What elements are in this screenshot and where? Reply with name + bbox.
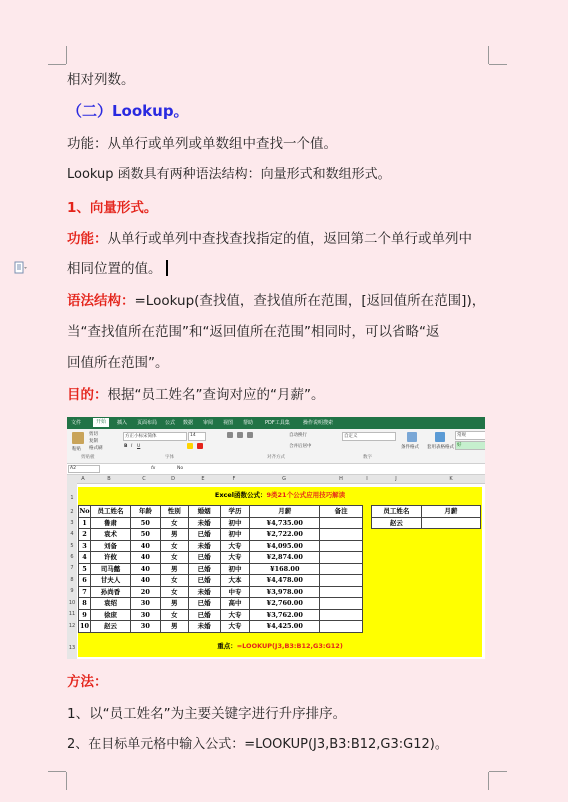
table-cell[interactable]: [320, 586, 363, 598]
table-cell[interactable]: 婚姻: [188, 506, 220, 518]
row-headers: [67, 483, 77, 659]
font-size-select[interactable]: 14: [188, 432, 206, 441]
ribbon-tab-bar: [67, 417, 485, 429]
table-cell[interactable]: 大专: [220, 540, 250, 552]
row-header[interactable]: 8: [70, 577, 74, 583]
table-row: [79, 517, 363, 529]
table-cell[interactable]: 男: [160, 529, 188, 541]
font-color-icon[interactable]: [197, 443, 203, 449]
table-cell[interactable]: 40: [130, 563, 160, 575]
cut-button[interactable]: 剪切: [89, 432, 98, 437]
table-cell[interactable]: ¥168.00: [250, 563, 320, 575]
table-cell[interactable]: ¥2,874.00: [250, 552, 320, 564]
text-function-2: 相同位置的值。: [67, 261, 162, 277]
formula-note: 重点：=LOOKUP(J3,B3:B12,G3:G12): [217, 642, 343, 650]
table-cell[interactable]: ¥2,722.00: [250, 529, 320, 541]
table-cell[interactable]: 50: [130, 517, 160, 529]
crop-mark-bottom-right: [488, 772, 490, 790]
wrap-text-button[interactable]: 自动换行: [289, 433, 307, 438]
paragraph-function-cont: [67, 259, 168, 279]
table-cell[interactable]: 许攸: [90, 552, 130, 564]
table-cell[interactable]: 男: [160, 621, 188, 633]
sheet-title: Excel函数公式：9类21个公式应用技巧解读: [214, 491, 346, 499]
label-syntax: 语法结构：: [67, 293, 135, 309]
table-cell[interactable]: 孙尚香: [90, 586, 130, 598]
table-cell[interactable]: ¥3,762.00: [250, 609, 320, 621]
table-cell[interactable]: 员工姓名: [90, 506, 130, 518]
name-box[interactable]: A2: [68, 465, 100, 473]
paste-icon[interactable]: [72, 432, 84, 444]
col-header-d[interactable]: D: [171, 476, 175, 482]
ribbon-tab-insert[interactable]: 插入: [117, 420, 128, 426]
table-cell[interactable]: No: [79, 507, 90, 515]
col-header-j[interactable]: J: [395, 476, 397, 482]
table-cell[interactable]: 20: [130, 586, 160, 598]
fill-color-icon[interactable]: [187, 443, 193, 449]
table-cell[interactable]: 30: [130, 598, 160, 610]
paste-label: 粘贴: [72, 447, 81, 452]
table-cell[interactable]: 鲁肃: [90, 517, 130, 529]
table-cell[interactable]: 男: [160, 563, 188, 575]
heading-vector-form: 1、向量形式。: [67, 200, 158, 216]
text-syntax-1: =Lookup(查找值，查找值所在范围，[返回值所在范围])，: [134, 293, 486, 309]
table-cell[interactable]: 已婚: [188, 598, 220, 610]
formula-bar: [67, 464, 485, 475]
table-cell[interactable]: 未婚: [188, 540, 220, 552]
paragraph-goal: [67, 385, 324, 405]
row-header[interactable]: 11: [68, 611, 76, 617]
row-header[interactable]: 10: [68, 600, 76, 606]
lookup-name-cell[interactable]: 赵云: [372, 517, 422, 529]
paragraph-function: [67, 229, 472, 249]
table-cell[interactable]: 40: [130, 540, 160, 552]
table-cell[interactable]: 未婚: [188, 517, 220, 529]
table-cell[interactable]: [320, 563, 363, 575]
table-cell[interactable]: 年龄: [130, 506, 160, 518]
heading-lookup: （二）Lookup。: [67, 102, 189, 120]
conditional-format-icon[interactable]: [407, 432, 417, 442]
row-header[interactable]: 7: [70, 565, 74, 571]
text-goal: 根据“员工姓名”查询对应的“月薪”。: [107, 387, 325, 403]
align-bottom-icon[interactable]: [247, 432, 253, 438]
table-cell[interactable]: 女: [160, 586, 188, 598]
table-cell[interactable]: [320, 609, 363, 621]
row-header[interactable]: 3: [70, 520, 74, 526]
table-cell[interactable]: [320, 529, 363, 541]
table-cell[interactable]: ¥2,760.00: [250, 598, 320, 610]
crop-mark-top-right: [488, 46, 490, 64]
row-header[interactable]: 2: [70, 509, 74, 515]
lookup-header-name[interactable]: 员工姓名: [372, 506, 422, 518]
table-cell[interactable]: 10: [79, 622, 90, 630]
formula-input[interactable]: No: [177, 466, 184, 471]
column-headers: [67, 475, 485, 484]
text-line-relative-columns: 相对列数。: [67, 72, 135, 88]
table-format-icon[interactable]: [435, 432, 445, 442]
col-header-h[interactable]: H: [339, 476, 343, 482]
table-cell[interactable]: 大专: [220, 552, 250, 564]
label-goal: 目的：: [67, 387, 108, 403]
table-row: [79, 563, 363, 575]
ribbon-tab-help[interactable]: 帮助: [243, 420, 254, 426]
ribbon-tab-pdf[interactable]: PDF工具集: [265, 420, 290, 426]
ribbon-home: [67, 429, 485, 464]
table-cell[interactable]: 备注: [320, 506, 363, 518]
label-function: 功能：: [67, 231, 108, 247]
style-good[interactable]: 好: [455, 441, 485, 450]
crop-mark-bottom-left-h: [48, 771, 66, 773]
group-clipboard: 剪贴板: [81, 455, 95, 460]
text-function-1: 从单行或单列中查找查找指定的值，返回第二个单行或单列中: [107, 231, 472, 247]
table-cell[interactable]: 未婚: [188, 621, 220, 633]
ribbon-tab-data[interactable]: 数据: [183, 420, 194, 426]
table-row: [79, 621, 363, 633]
group-font: 字体: [165, 455, 174, 460]
align-middle-icon[interactable]: [237, 432, 243, 438]
table-cell[interactable]: 女: [160, 552, 188, 564]
text-step-1: 1、以“员工姓名”为主要关键字进行升序排序。: [67, 706, 347, 722]
table-cell[interactable]: [320, 621, 363, 633]
label-method: 方法：: [67, 674, 108, 690]
ribbon-tab-formulas[interactable]: 公式: [165, 420, 176, 426]
table-cell[interactable]: 5: [79, 563, 91, 575]
style-normal[interactable]: 常规: [455, 431, 485, 440]
ribbon-tab-page-layout[interactable]: 页面布局: [137, 420, 158, 426]
table-row: [79, 609, 363, 621]
merge-center-button[interactable]: 合并后居中: [289, 444, 312, 449]
ribbon-search[interactable]: 操作说明搜索: [303, 420, 334, 426]
copy-button[interactable]: 复制: [89, 439, 98, 444]
table-cell[interactable]: [320, 540, 363, 552]
table-cell[interactable]: ¥4,095.00: [250, 540, 320, 552]
ribbon-tab-home[interactable]: 开始: [93, 418, 109, 427]
table-cell[interactable]: 女: [160, 609, 188, 621]
crop-mark-bottom-right-h: [489, 771, 507, 773]
row-header[interactable]: 1: [70, 495, 74, 501]
crop-mark-top-left: [66, 46, 68, 64]
text-cursor: [166, 260, 168, 276]
lookup-row: [372, 517, 481, 529]
table-cell[interactable]: 高中: [220, 598, 250, 610]
table-row: [79, 540, 363, 552]
number-format-select[interactable]: 自定义: [342, 432, 396, 441]
table-cell[interactable]: 大本: [220, 575, 250, 587]
table-cell[interactable]: ¥3,978.00: [250, 586, 320, 598]
table-cell[interactable]: 6: [79, 575, 91, 587]
table-cell[interactable]: 大专: [220, 621, 250, 633]
col-header-i[interactable]: I: [366, 476, 368, 482]
table-cell[interactable]: 性别: [160, 506, 188, 518]
table-cell[interactable]: 未婚: [188, 586, 220, 598]
lookup-salary-cell[interactable]: [421, 517, 480, 529]
table-cell[interactable]: 9: [79, 609, 91, 621]
table-cell[interactable]: [320, 517, 363, 529]
table-cell[interactable]: 大专: [220, 609, 250, 621]
table-cell[interactable]: 学历: [220, 506, 250, 518]
italic-button[interactable]: I: [131, 444, 133, 449]
table-cell[interactable]: 30: [130, 621, 160, 633]
table-cell[interactable]: 女: [160, 517, 188, 529]
crop-mark-top-left-h: [48, 64, 66, 66]
table-cell[interactable]: 袁术: [90, 529, 130, 541]
table-cell[interactable]: 赵云: [90, 621, 130, 633]
table-cell[interactable]: 2: [79, 529, 91, 541]
table-cell[interactable]: ¥4,478.00: [250, 575, 320, 587]
table-cell[interactable]: 1: [79, 517, 91, 529]
col-header-g[interactable]: G: [282, 476, 286, 482]
table-cell[interactable]: 4: [79, 552, 91, 564]
table-header-row: [79, 506, 363, 518]
table-cell[interactable]: 刘备: [90, 540, 130, 552]
table-format-label: 套用表格格式: [427, 445, 454, 450]
employee-table: [78, 505, 363, 633]
table-cell[interactable]: [320, 598, 363, 610]
crop-mark-bottom-left: [66, 772, 68, 790]
table-cell[interactable]: 7: [79, 586, 91, 598]
table-cell[interactable]: 初中: [220, 563, 250, 575]
lookup-table: [371, 505, 481, 529]
row-header[interactable]: 9: [70, 588, 74, 594]
table-cell[interactable]: 男: [160, 598, 188, 610]
text-function-desc: 功能：从单行或单列或单数组中查找一个值。: [67, 136, 337, 152]
table-row: [79, 552, 363, 564]
table-cell[interactable]: 已婚: [188, 563, 220, 575]
table-cell[interactable]: 女: [160, 540, 188, 552]
row-header[interactable]: 4: [70, 531, 74, 537]
ribbon-tab-review[interactable]: 审阅: [203, 420, 214, 426]
row-header[interactable]: 12: [68, 623, 76, 629]
excel-screenshot: [67, 417, 485, 659]
table-row: [79, 575, 363, 587]
align-top-icon[interactable]: [227, 432, 233, 438]
format-painter-button[interactable]: 格式刷: [89, 446, 103, 451]
table-cell[interactable]: 40: [130, 552, 160, 564]
table-cell[interactable]: 初中: [220, 517, 250, 529]
table-cell[interactable]: 3: [79, 540, 91, 552]
table-cell[interactable]: 已婚: [188, 609, 220, 621]
lookup-header-row: [372, 506, 481, 518]
table-cell[interactable]: ¥4,735.00: [250, 517, 320, 529]
paragraph-syntax: [67, 291, 485, 311]
table-cell[interactable]: 8: [79, 598, 91, 610]
table-row: [79, 586, 363, 598]
table-cell[interactable]: 司马懿: [90, 563, 130, 575]
group-alignment: 对齐方式: [267, 455, 285, 460]
text-syntax-types: Lookup 函数具有两种语法结构：向量形式和数组形式。: [67, 167, 391, 182]
font-select[interactable]: 方正小标宋简体: [123, 432, 187, 441]
table-row: [79, 529, 363, 541]
row-header[interactable]: 5: [70, 543, 74, 549]
fx-icon[interactable]: fx: [151, 466, 156, 471]
col-header-c[interactable]: C: [142, 476, 146, 482]
table-cell[interactable]: 女: [160, 575, 188, 587]
table-cell[interactable]: 40: [130, 575, 160, 587]
text-syntax-2: 当“查找值所在范围”和“返回值所在范围”相同时，可以省略“返: [67, 324, 440, 340]
conditional-format-label: 条件格式: [401, 445, 419, 450]
col-header-e[interactable]: E: [201, 476, 205, 482]
table-cell[interactable]: 初中: [220, 529, 250, 541]
crop-mark-top-right-h: [489, 64, 507, 66]
table-cell[interactable]: 中专: [220, 586, 250, 598]
lookup-header-salary[interactable]: 月薪: [421, 506, 480, 518]
text-step-2: 2、在目标单元格中输入公式：=LOOKUP(J3,B3:B12,G3:G12)。: [67, 737, 448, 752]
table-cell[interactable]: 已婚: [188, 575, 220, 587]
row-header[interactable]: 13: [68, 645, 76, 651]
underline-button[interactable]: U: [137, 444, 141, 449]
document-options-icon[interactable]: [14, 261, 28, 275]
col-header-k[interactable]: K: [449, 476, 453, 482]
col-header-f[interactable]: F: [232, 476, 236, 482]
table-cell[interactable]: 30: [130, 609, 160, 621]
table-cell[interactable]: 已婚: [188, 529, 220, 541]
table-cell[interactable]: 50: [130, 529, 160, 541]
table-cell[interactable]: 袁绍: [90, 598, 130, 610]
table-cell[interactable]: 已婚: [188, 552, 220, 564]
table-cell[interactable]: 甘夫人: [90, 575, 130, 587]
ribbon-tab-file[interactable]: 文件: [71, 420, 82, 426]
row-header[interactable]: 6: [70, 554, 74, 560]
text-syntax-3: 回值所在范围”。: [67, 355, 169, 371]
col-header-b[interactable]: B: [107, 476, 111, 482]
bold-button[interactable]: B: [124, 444, 128, 449]
group-number: 数字: [363, 455, 372, 460]
table-cell[interactable]: ¥4,425.00: [250, 621, 320, 633]
table-cell[interactable]: [320, 552, 363, 564]
table-cell[interactable]: [320, 575, 363, 587]
table-row: [79, 598, 363, 610]
table-cell[interactable]: 徐庶: [90, 609, 130, 621]
ribbon-tab-view[interactable]: 视图: [223, 420, 234, 426]
col-header-a[interactable]: A: [81, 476, 85, 482]
table-cell[interactable]: 月薪: [250, 506, 320, 518]
